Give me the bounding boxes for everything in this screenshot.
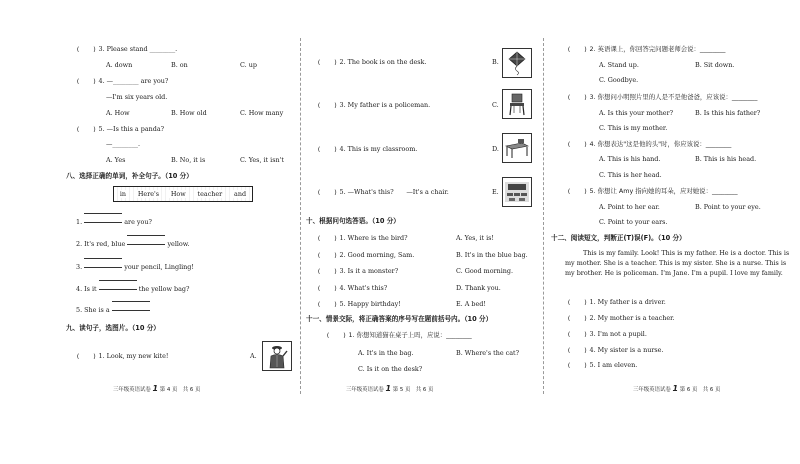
classroom-picture (502, 177, 532, 207)
footer-title: 三年级英语试卷 (113, 387, 151, 393)
footer-page-number: 第 5 页 共 6 页 (392, 387, 434, 393)
exam-page-4 (0, 0, 300, 464)
situation-question-4 (567, 140, 731, 148)
answer-blank[interactable] (127, 238, 165, 246)
word-bank (113, 186, 253, 202)
question-text: 5. —Is this a panda? (98, 125, 165, 133)
item-text: She is a (84, 306, 110, 314)
qa-answer: D. Thank you. (456, 284, 501, 292)
word-bank-item: in (119, 190, 127, 198)
question-5 (76, 125, 164, 133)
item-number: 2. (76, 240, 83, 248)
option-c: C. How many (240, 109, 284, 117)
answer-paren[interactable]: ( ) (317, 145, 338, 153)
option-label: A. (250, 352, 257, 360)
fill-item-1 (76, 216, 152, 226)
option-b: B. Where's the cat? (456, 349, 520, 357)
judge-item-5 (567, 361, 637, 369)
footer-page-number: 第 4 页 共 6 页 (159, 387, 201, 393)
option-b: B. No, it is (171, 156, 206, 164)
judge-item-3 (567, 330, 647, 338)
question-text: 1. 你想知道猫在桌子上吗，应说：________ (348, 331, 472, 339)
section-11-title: 十一、情景交际，将正确答案的序号写在题前括号内。（10 分） (306, 315, 493, 323)
item-text: the yellow bag? (138, 285, 190, 293)
judge-item-1 (567, 298, 666, 306)
situation-question-3 (567, 93, 757, 101)
situation-question-5 (567, 187, 738, 195)
fill-item-5 (76, 304, 150, 314)
answer-paren[interactable]: ( ) (567, 361, 588, 369)
fill-item-3 (76, 261, 194, 271)
question-text: 4. This is my classroom. (339, 145, 418, 153)
question-text: 3. My father is a policeman. (339, 101, 431, 109)
item-number: 3. (76, 263, 83, 271)
question-text: 3. Please stand ________. (98, 45, 178, 53)
section-12-title: 十二、阅读短文，判断正(T)误(F)。（10 分） (551, 234, 686, 242)
qa-question-5 (317, 300, 401, 308)
question-text: 2. The book is on the desk. (339, 58, 427, 66)
question-text: 5. Happy birthday! (339, 300, 401, 308)
answer-paren[interactable]: ( ) (567, 298, 588, 306)
statement-text: 3. I'm not a pupil. (589, 330, 647, 338)
page-footer (113, 384, 200, 394)
question-3 (76, 45, 177, 53)
item-number: 5. (76, 306, 83, 314)
kite-picture (502, 48, 532, 78)
option-label: C. (492, 101, 499, 109)
question-text: 5. 你想让 Amy 指向她的耳朵，应对她说：________ (589, 187, 738, 195)
fill-item-4 (76, 283, 189, 293)
question-5-line2: —________. (106, 140, 140, 148)
section-8-title: 八、选择正确的单词，补全句子。（10 分） (66, 172, 193, 180)
question-text: 4. 你想表达"这是他的头"时，你应该说：________ (589, 140, 732, 148)
word-bank-item: and (234, 190, 247, 198)
desk-picture (502, 133, 532, 163)
answer-paren[interactable]: ( ) (567, 140, 588, 148)
picture-question-5 (317, 188, 449, 196)
footer-logo: 1 (385, 384, 392, 393)
judge-item-4 (567, 346, 663, 354)
footer-logo: 1 (152, 384, 159, 393)
page-footer (633, 384, 720, 394)
question-text: 5. —What's this? —It's a chair. (339, 188, 449, 196)
exam-page-5 (300, 0, 543, 464)
option-b: B. Is this his father? (695, 109, 761, 117)
statement-text: 1. My father is a driver. (589, 298, 666, 306)
question-text: 1. Where is the bird? (339, 234, 408, 242)
question-text: 4. What's this? (339, 284, 388, 292)
qa-question-1 (317, 234, 408, 242)
question-text: 2. 英语课上，你回答完问题老师会说：________ (589, 45, 726, 53)
option-c: C. Goodbye. (599, 76, 639, 84)
answer-paren[interactable]: ( ) (76, 125, 97, 133)
item-text: yellow. (167, 240, 190, 248)
qa-question-3 (317, 267, 398, 275)
option-b: B. How old (171, 109, 207, 117)
answer-paren[interactable]: ( ) (317, 284, 338, 292)
qa-question-2 (317, 251, 414, 259)
option-c: C. This is my mother. (599, 124, 668, 132)
option-a: A. Point to her ear. (599, 203, 660, 211)
option-c: C. Point to your ears. (599, 218, 668, 226)
picture-question-4 (317, 145, 417, 153)
picture-question-1 (76, 352, 168, 360)
question-4 (76, 77, 168, 85)
statement-text: 4. My sister is a nurse. (589, 346, 664, 354)
answer-paren[interactable]: ( ) (567, 45, 588, 53)
picture-question-3 (317, 101, 430, 109)
footer-title: 三年级英语试卷 (633, 387, 671, 393)
qa-question-4 (317, 284, 387, 292)
answer-paren[interactable]: ( ) (567, 346, 588, 354)
section-10-title: 十、根据问句选答语。（10 分） (306, 217, 400, 225)
judge-item-2 (567, 314, 675, 322)
footer-title: 三年级英语试卷 (346, 387, 384, 393)
answer-paren[interactable]: ( ) (317, 234, 338, 242)
statement-text: 2. My mother is a teacher. (589, 314, 675, 322)
word-bank-item: Here's (137, 190, 160, 198)
answer-paren[interactable]: ( ) (567, 93, 588, 101)
item-text: It's red, blue (84, 240, 126, 248)
answer-paren[interactable]: ( ) (567, 330, 588, 338)
exam-page-6 (543, 0, 800, 464)
answer-paren[interactable]: ( ) (567, 314, 588, 322)
word-bank-item: teacher (197, 190, 223, 198)
answer-paren[interactable]: ( ) (317, 251, 338, 259)
option-a: A. Is this your mother? (599, 109, 674, 117)
option-b: B. Point to your eye. (695, 203, 761, 211)
option-b: B. Sit down. (695, 61, 735, 69)
question-text: 3. 你想问小明照片里的人是不是他爸爸，应该说：________ (589, 93, 758, 101)
picture-question-2 (317, 58, 426, 66)
question-text: 3. Is it a monster? (339, 267, 399, 275)
question-4-line2: —I'm six years old. (106, 93, 168, 101)
option-a: A. down (106, 61, 133, 69)
option-b: B. This is his head. (695, 155, 757, 163)
item-text: are you? (124, 218, 152, 226)
item-text: your pencil, Lingling! (124, 263, 194, 271)
item-number: 4. (76, 285, 83, 293)
option-a: A. This is his hand. (599, 155, 661, 163)
qa-answer: A. Yes, it is! (456, 234, 494, 242)
situation-question-1 (326, 331, 472, 339)
answer-paren[interactable]: ( ) (317, 267, 338, 275)
option-label: D. (492, 145, 499, 153)
answer-paren[interactable]: ( ) (76, 77, 97, 85)
answer-blank[interactable] (99, 283, 137, 291)
statement-text: 5. I am eleven. (589, 361, 638, 369)
option-a: A. Yes (106, 156, 126, 164)
kite-icon (505, 50, 529, 76)
desk-icon (504, 136, 530, 160)
answer-blank[interactable] (112, 304, 150, 312)
word-bank-item: How (170, 190, 186, 198)
question-text: 2. Good morning, Sam. (339, 251, 415, 259)
option-label: B. (492, 58, 499, 66)
question-text: 4. —________ are you? (98, 77, 169, 85)
question-text: 1. Look, my new kite! (98, 352, 169, 360)
policeman-picture (262, 341, 292, 371)
classroom-icon (504, 180, 530, 204)
chair-picture (502, 89, 532, 119)
option-b: B. on (171, 61, 188, 69)
answer-paren[interactable]: ( ) (317, 101, 338, 109)
page-footer (346, 384, 433, 394)
option-c: C. This is her head. (599, 171, 662, 179)
answer-paren[interactable]: ( ) (76, 352, 97, 360)
option-c: C. Yes, it isn't (240, 156, 284, 164)
option-c: C. up (240, 61, 257, 69)
footer-page-number: 第 6 页 共 6 页 (679, 387, 721, 393)
qa-answer: C. Good morning. (456, 267, 514, 275)
answer-paren[interactable]: ( ) (76, 45, 97, 53)
option-a: A. It's in the bag. (358, 349, 414, 357)
option-a: A. Stand up. (599, 61, 639, 69)
answer-paren[interactable]: ( ) (317, 188, 338, 196)
section-9-title: 九、读句子，选图片。（10 分） (66, 324, 160, 332)
qa-answer: E. A bed! (456, 300, 486, 308)
answer-paren[interactable]: ( ) (317, 300, 338, 308)
fill-item-2 (76, 238, 190, 248)
situation-question-2 (567, 45, 725, 53)
answer-blank[interactable] (84, 261, 122, 269)
answer-paren[interactable]: ( ) (567, 187, 588, 195)
option-c: C. Is it on the desk? (358, 365, 423, 373)
answer-paren[interactable]: ( ) (326, 331, 347, 339)
answer-paren[interactable]: ( ) (317, 58, 338, 66)
option-a: A. How (106, 109, 130, 117)
chair-icon (505, 91, 529, 117)
item-text: Is it (84, 285, 97, 293)
policeman-icon (265, 343, 289, 369)
reading-passage: This is my family. Look! This is my father. He is a doctor. This is my mother. She is a teacher. This is my sister. She is a nurse. This is my brother. He is policeman. I'm Jane. I'm a pupil. I love my family. (565, 249, 790, 277)
qa-answer: B. It's in the blue bag. (456, 251, 528, 259)
option-label: E. (492, 188, 499, 196)
item-number: 1. (76, 218, 83, 226)
footer-logo: 1 (672, 384, 679, 393)
answer-blank[interactable] (84, 216, 122, 224)
